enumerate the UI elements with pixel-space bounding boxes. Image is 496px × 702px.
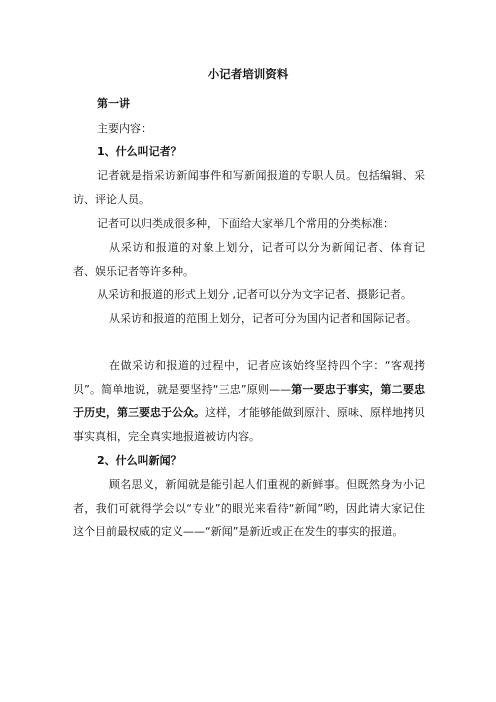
paragraph-reporter-definition: 记者就是指采访新闻事件和写新闻报道的专职人员。包括编辑、采访、评论人员。: [73, 169, 425, 206]
three-loyalty-principle: 第一要忠于事实，第二要忠于历史，第三要忠于公众。: [73, 382, 425, 419]
paragraph-classification-intro: 记者可以归类成很多种，下面给大家举几个常用的分类标准：: [97, 217, 394, 230]
paragraph-objective-copy-ending: 这样，才能够能做到原汁、原味、原样地拷贝事实真相，完全真实地报道被访内容。: [73, 406, 425, 443]
paragraph-objective-copy-text: 在做采访和报道的过程中，记者应该始终坚持四个字：“客观拷贝”。简单地说，就是要坚持“三忠”原则——: [73, 359, 425, 396]
lecture-heading: 第一讲: [97, 97, 130, 110]
document-title: 小记者培训资料: [207, 67, 289, 81]
question-2-heading: 2、什么叫新闻？: [97, 454, 182, 467]
paragraph-classification-scope: 从采访和报道的范围上划分，记者可分为国内记者和国际记者。: [109, 312, 417, 325]
paragraph-classification-form: 从采访和报道的形式上划分 ,记者可以分为文字记者、摄影记者。: [97, 288, 412, 301]
main-content-label: 主要内容：: [97, 122, 152, 135]
paragraph-classification-object: 从采访和报道的对象上划分，记者可以分为新闻记者、体育记者、娱乐记者等许多种。: [73, 241, 425, 278]
paragraph-objective-copy: [73, 354, 425, 448]
question-1-heading: 1、什么叫记者？: [97, 145, 182, 158]
paragraph-news-definition: 顾名思义，新闻就是能引起人们重视的新鲜事。但既然身为小记者，我们可就得学会以“专业”的眼光来看待“新闻”哟，因此请大家记住这个目前最权威的定义——“新闻”是新近或正在发生的事实的报道。: [73, 478, 425, 538]
